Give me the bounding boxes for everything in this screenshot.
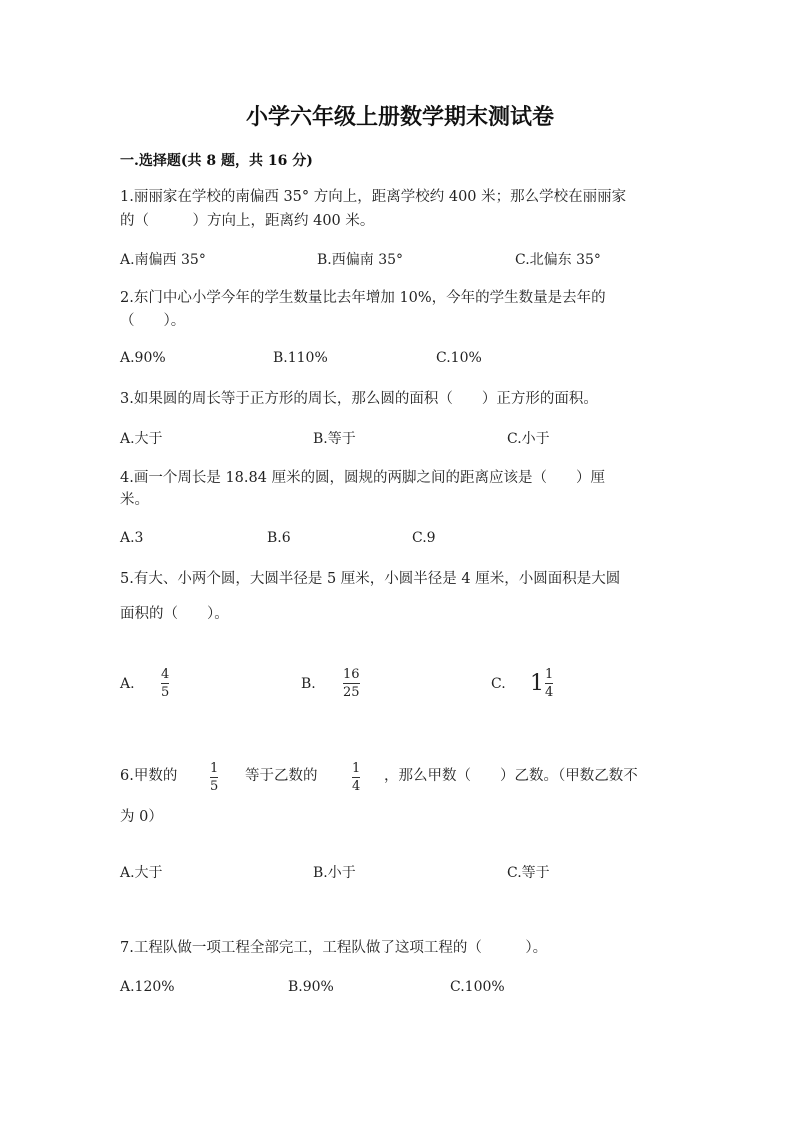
fraction-bar [161,683,169,684]
question-6-option-a: A.大于 [120,865,163,881]
question-6-option-b: B.小于 [313,865,356,881]
question-2-option-b: B.110% [273,350,328,366]
question-2-option-a: A.90% [120,350,166,366]
question-2-option-c: C.10% [436,350,482,366]
fraction-bar [352,777,360,778]
question-5-option-a: A. [120,676,135,692]
fraction-numerator: 16 [343,667,360,682]
fraction-denominator: 4 [352,779,361,794]
fraction-numerator: 1 [210,761,219,776]
fraction-bar [343,683,360,684]
question-1-option-a: A.南偏西 35° [120,252,206,268]
question-3-option-b: B.等于 [313,431,356,447]
question-6-text-part-1: 6.甲数的 [120,768,178,784]
fraction-denominator: 4 [545,685,554,700]
fraction-denominator: 25 [343,685,360,700]
question-2-line-1: 2.东门中心小学今年的学生数量比去年增加 10%，今年的学生数量是去年的 [120,290,606,306]
fraction-denominator: 5 [210,779,219,794]
question-6-line-2: 为 0） [120,809,163,825]
question-1-line-1: 1.丽丽家在学校的南偏西 35° 方向上，距离学校约 400 米；那么学校在丽丽家 [120,189,627,205]
question-6-fraction-2 [352,761,360,794]
question-5-option-b: B. [301,676,316,692]
question-6-fraction-1 [210,761,218,794]
question-5-option-c: C. [491,676,506,692]
fraction-denominator: 5 [161,685,170,700]
question-7-option-a: A.120% [120,979,175,995]
question-4-line-2: 米。 [120,492,149,508]
question-1-option-c: C.北偏东 35° [515,252,601,268]
question-2-line-2: （ ）。 [120,313,186,329]
mixed-number-whole: 1 [530,671,544,696]
question-7-line-1: 7.工程队做一项工程全部完工，工程队做了这项工程的（ ）。 [120,940,548,956]
question-6-text-part-3: ，那么甲数（ ）乙数。（甲数乙数不 [384,768,638,784]
question-3-line-1: 3.如果圆的周长等于正方形的周长，那么圆的面积（ ）正方形的面积。 [120,391,598,407]
fraction-bar [545,683,553,684]
section-heading: 一.选择题(共 8 题，共 16 分) [120,153,313,169]
question-4-option-b: B.6 [267,530,291,546]
mixed-number-fraction [545,667,553,700]
fraction-bar [210,777,218,778]
fraction-numerator: 1 [352,761,361,776]
question-5-line-1: 5.有大、小两个圆，大圆半径是 5 厘米，小圆半径是 4 厘米，小圆面积是大圆 [120,571,621,587]
question-5-line-2: 面积的（ ）。 [120,606,229,622]
fraction-numerator: 1 [545,667,554,682]
question-6-text-part-2: 等于乙数的 [245,768,318,784]
question-5-option-b-fraction [343,667,360,700]
question-5-option-a-fraction [161,667,169,700]
question-3-option-a: A.大于 [120,431,163,447]
question-1-option-b: B.西偏南 35° [317,252,404,268]
page-title: 小学六年级上册数学期末测试卷 [245,104,554,130]
fraction-numerator: 4 [161,667,170,682]
question-3-option-c: C.小于 [507,431,550,447]
question-4-option-c: C.9 [412,530,436,546]
question-7-option-c: C.100% [450,979,505,995]
question-4-option-a: A.3 [120,530,144,546]
question-5-option-c-mixed-number [530,667,553,700]
question-4-line-1: 4.画一个周长是 18.84 厘米的圆，圆规的两脚之间的距离应该是（ ）厘 [120,470,606,486]
question-1-line-2: 的（ ）方向上，距离约 400 米。 [120,213,375,229]
question-6-option-c: C.等于 [507,865,550,881]
question-7-option-b: B.90% [288,979,334,995]
